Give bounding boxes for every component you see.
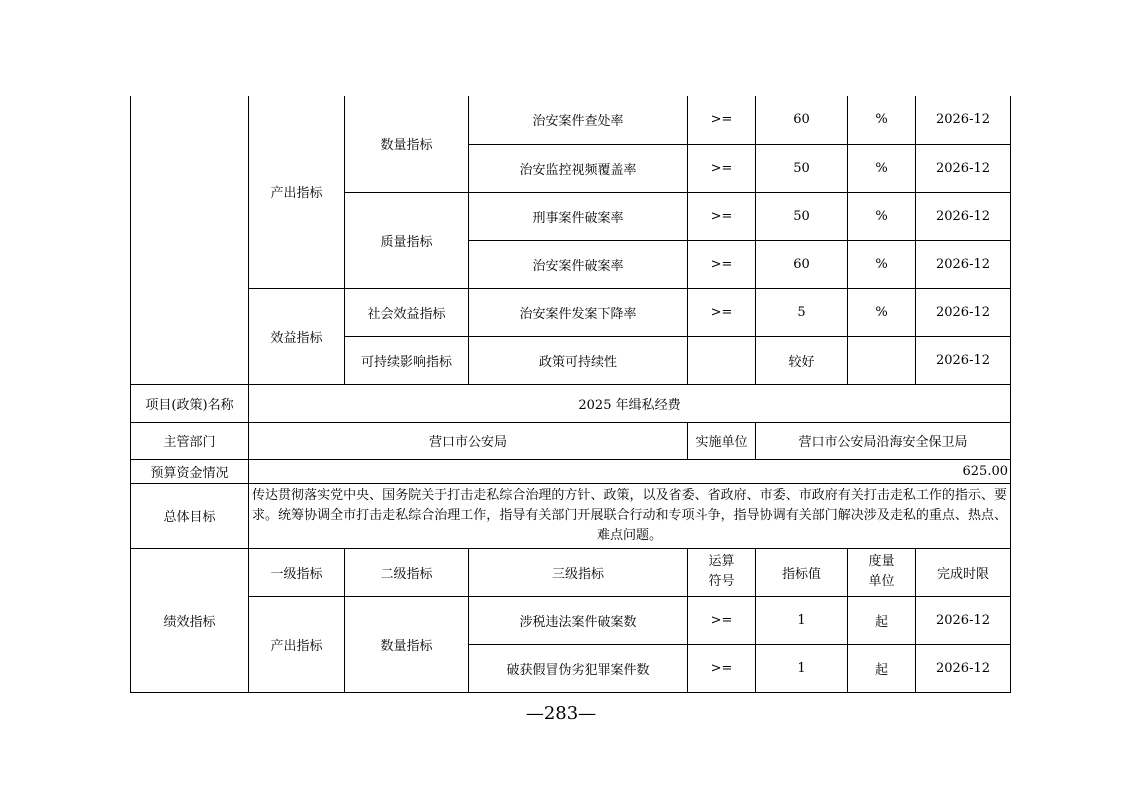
budget-value: 625.00 bbox=[249, 459, 1011, 483]
indicator-operator: >= bbox=[688, 596, 756, 644]
indicator-value: 50 bbox=[756, 192, 848, 240]
table-row bbox=[131, 384, 1011, 422]
indicator-value: 60 bbox=[756, 240, 848, 288]
social-benefit-indicator-cell: 社会效益指标 bbox=[345, 288, 469, 336]
table-header-row bbox=[131, 548, 1011, 596]
output-indicator-cell: 产出指标 bbox=[249, 96, 345, 288]
header-unit-line2: 单位 bbox=[868, 574, 895, 589]
quality-indicator-cell: 质量指标 bbox=[345, 192, 469, 288]
table-row bbox=[131, 422, 1011, 459]
header-operator-line2: 符号 bbox=[708, 574, 735, 589]
indicator-name: 治安案件发案下降率 bbox=[469, 288, 688, 336]
table-row bbox=[131, 483, 1011, 548]
performance-table bbox=[130, 96, 1011, 693]
indicator-deadline: 2026-12 bbox=[916, 336, 1011, 384]
indicator-value: 50 bbox=[756, 144, 848, 192]
indicator-name: 涉税违法案件破案数 bbox=[469, 596, 688, 644]
indicator-unit: % bbox=[848, 192, 916, 240]
indicator-operator bbox=[688, 336, 756, 384]
overall-goal-label: 总体目标 bbox=[131, 483, 249, 548]
implementing-unit-value: 营口市公安局沿海安全保卫局 bbox=[756, 422, 1011, 459]
performance-indicator-label: 绩效指标 bbox=[131, 548, 249, 692]
indicator-value: 1 bbox=[756, 596, 848, 644]
indicator-unit: % bbox=[848, 240, 916, 288]
table-row bbox=[131, 96, 1011, 144]
indicator-value: 5 bbox=[756, 288, 848, 336]
indicator-operator: >= bbox=[688, 144, 756, 192]
indicator-name: 刑事案件破案率 bbox=[469, 192, 688, 240]
indicator-value: 较好 bbox=[756, 336, 848, 384]
indicator-unit: % bbox=[848, 96, 916, 144]
page-number: —283— bbox=[525, 703, 597, 724]
budget-label: 预算资金情况 bbox=[131, 459, 249, 483]
header-value: 指标值 bbox=[756, 548, 848, 596]
indicator-deadline: 2026-12 bbox=[916, 644, 1011, 692]
project-name-label: 项目(政策)名称 bbox=[131, 384, 249, 422]
indicator-deadline: 2026-12 bbox=[916, 192, 1011, 240]
indicator-deadline: 2026-12 bbox=[916, 596, 1011, 644]
implementing-unit-label: 实施单位 bbox=[688, 422, 756, 459]
benefit-indicator-cell: 效益指标 bbox=[249, 288, 345, 384]
table-row bbox=[131, 288, 1011, 336]
table-row bbox=[131, 596, 1011, 644]
quantity-indicator-cell: 数量指标 bbox=[345, 96, 469, 192]
indicator-name: 治安监控视频覆盖率 bbox=[469, 144, 688, 192]
overall-goal-text: 传达贯彻落实党中央、国务院关于打击走私综合治理的方针、政策，以及省委、省政府、市委、市政府有关打击走私工作的指示、要求。统筹协调全市打击走私综合治理工作，指导有关部门开展联合行动和专项斗争，指导协调有关部门解决涉及走私的重点、热点、难点问题。 bbox=[249, 483, 1011, 548]
indicator-operator: >= bbox=[688, 644, 756, 692]
quantity-indicator-cell: 数量指标 bbox=[345, 596, 469, 692]
header-unit-line1: 度量 bbox=[868, 554, 895, 569]
indicator-deadline: 2026-12 bbox=[916, 288, 1011, 336]
output-indicator-cell: 产出指标 bbox=[249, 596, 345, 692]
header-level3: 三级指标 bbox=[469, 548, 688, 596]
indicator-unit: 起 bbox=[848, 644, 916, 692]
indicator-value: 60 bbox=[756, 96, 848, 144]
indicator-operator: >= bbox=[688, 96, 756, 144]
sustainability-indicator-cell: 可持续影响指标 bbox=[345, 336, 469, 384]
header-level2: 二级指标 bbox=[345, 548, 469, 596]
header-operator bbox=[688, 548, 756, 596]
indicator-unit: % bbox=[848, 144, 916, 192]
header-deadline: 完成时限 bbox=[916, 548, 1011, 596]
indicator-name: 治安案件破案率 bbox=[469, 240, 688, 288]
department-label: 主管部门 bbox=[131, 422, 249, 459]
indicator-deadline: 2026-12 bbox=[916, 240, 1011, 288]
continued-empty-cell bbox=[131, 96, 249, 384]
indicator-operator: >= bbox=[688, 192, 756, 240]
indicator-deadline: 2026-12 bbox=[916, 144, 1011, 192]
header-operator-line1: 运算 bbox=[708, 554, 735, 569]
indicator-unit: % bbox=[848, 288, 916, 336]
indicator-unit bbox=[848, 336, 916, 384]
project-name-value: 2025 年缉私经费 bbox=[249, 384, 1011, 422]
table-row bbox=[131, 459, 1011, 483]
indicator-unit: 起 bbox=[848, 596, 916, 644]
header-unit bbox=[848, 548, 916, 596]
indicator-name: 治安案件查处率 bbox=[469, 96, 688, 144]
indicator-value: 1 bbox=[756, 644, 848, 692]
indicator-name: 政策可持续性 bbox=[469, 336, 688, 384]
indicator-operator: >= bbox=[688, 288, 756, 336]
indicator-name: 破获假冒伪劣犯罪案件数 bbox=[469, 644, 688, 692]
department-value: 营口市公安局 bbox=[249, 422, 688, 459]
indicator-deadline: 2026-12 bbox=[916, 96, 1011, 144]
header-level1: 一级指标 bbox=[249, 548, 345, 596]
indicator-operator: >= bbox=[688, 240, 756, 288]
